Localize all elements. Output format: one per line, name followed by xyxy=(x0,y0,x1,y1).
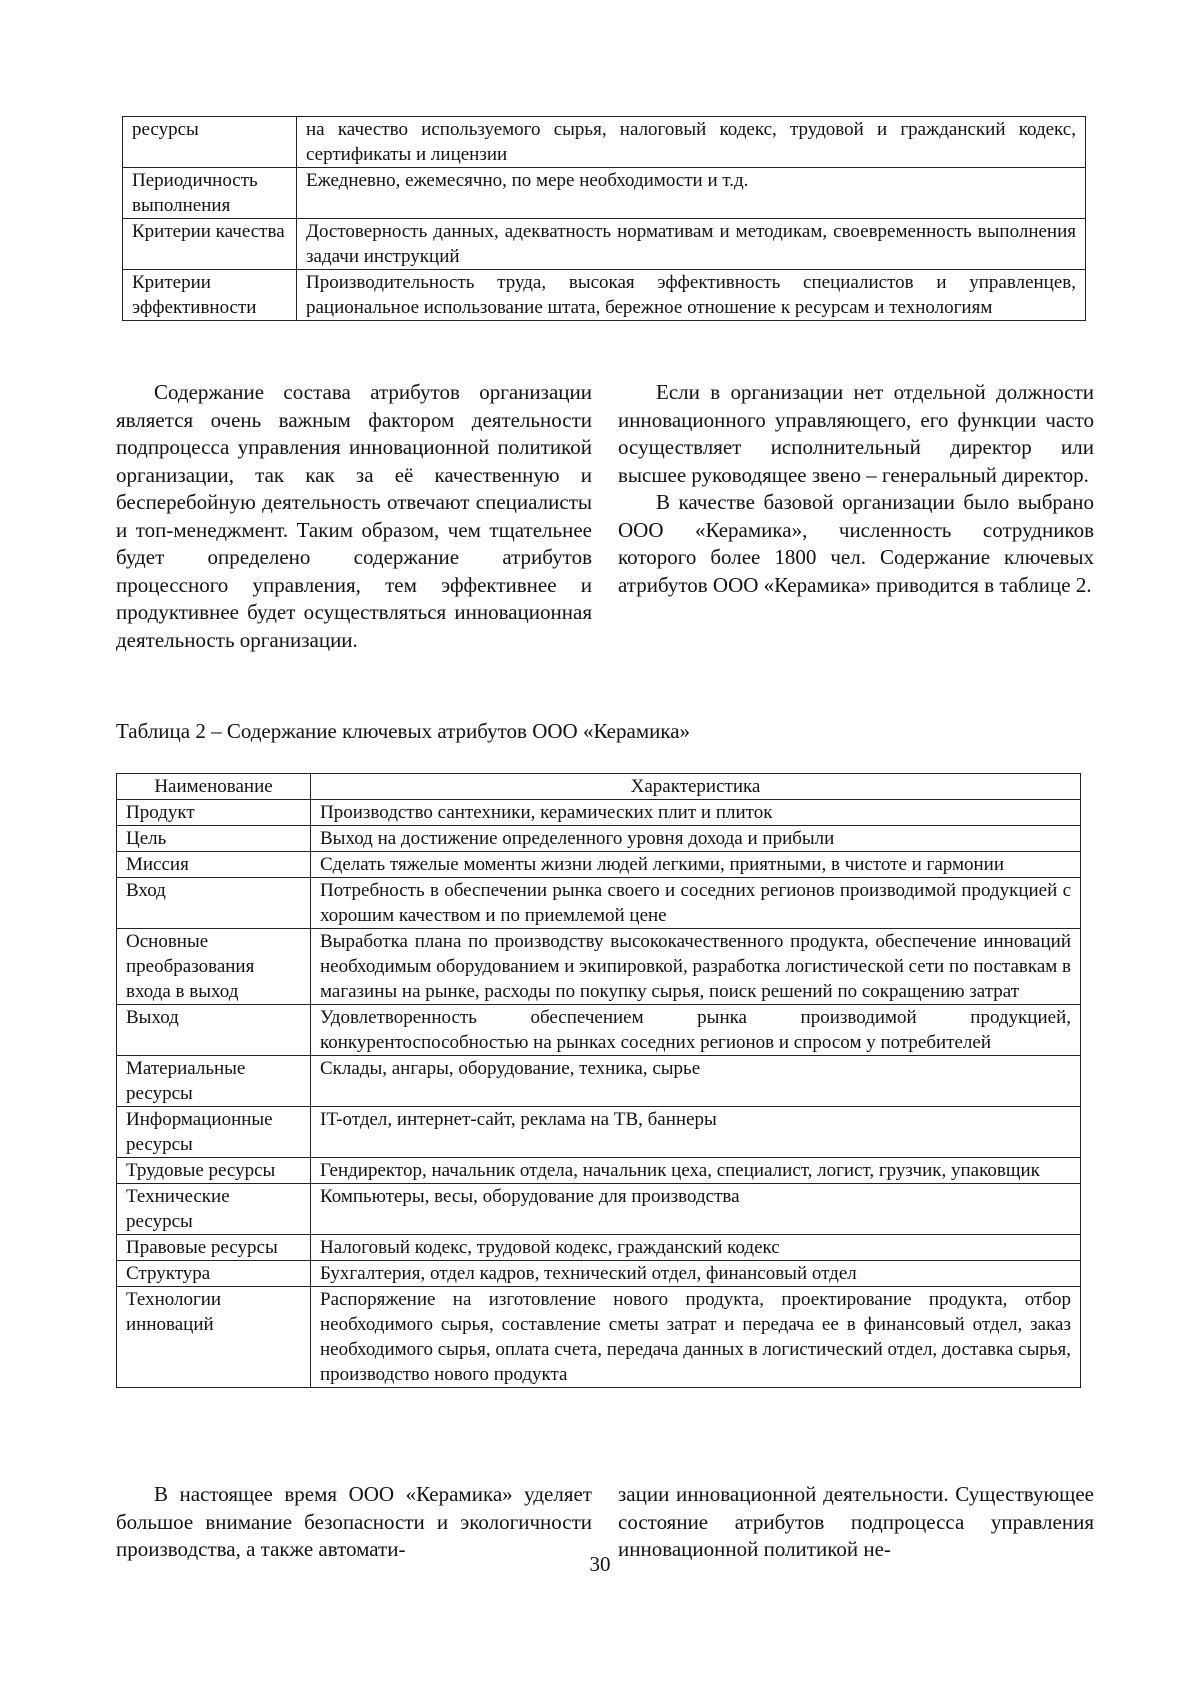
table-row xyxy=(123,219,1086,270)
table-cell-name: Миссия xyxy=(117,852,311,878)
table-row xyxy=(117,1184,1081,1235)
table-cell-value: Компьютеры, весы, оборудование для производства xyxy=(311,1184,1081,1235)
table-row xyxy=(123,270,1086,321)
column-header-value: Характеристика xyxy=(311,774,1081,800)
table-row xyxy=(117,1158,1081,1184)
table-row xyxy=(117,1287,1081,1388)
table-cell-value: Выход на достижение определенного уровня дохода и прибыли xyxy=(311,826,1081,852)
table-cell-name: Периодичность выполнения xyxy=(123,168,297,219)
table-row xyxy=(117,1056,1081,1107)
table-row xyxy=(123,168,1086,219)
table-cell-name: Критерии эффективности xyxy=(123,270,297,321)
table-cell-value: Налоговый кодекс, трудовой кодекс, гражданский кодекс xyxy=(311,1235,1081,1261)
table-cell-value: Потребность в обеспечении рынка своего и соседних регионов производимой продукцией с хорошим качеством и по приемлемой цене xyxy=(311,878,1081,929)
table-cell-value: Сделать тяжелые моменты жизни людей легкими, приятными, в чистоте и гармонии xyxy=(311,852,1081,878)
table-row xyxy=(123,117,1086,168)
table-cell-value: Производство сантехники, керамических плит и плиток xyxy=(311,800,1081,826)
table-cell-value: Производительность труда, высокая эффективность специалистов и управленцев, рациональное использование штата, бережное отношение к ресурсам и технологиям xyxy=(297,270,1086,321)
table-caption: Таблица 2 – Содержание ключевых атрибутов ООО «Керамика» xyxy=(116,719,691,743)
paragraph: Если в организации нет отдельной должности инновационного управляющего, его функции часто осуществляет исполнительный директор или высшее руководящее звено – генеральный директор. xyxy=(618,380,1094,487)
paragraph: Содержание состава атрибутов организации является очень важным фактором деятельности подпроцесса управления инновационной политикой организации, так как за её качественную и бесперебойную деятельность отвечают специалисты и топ-менеджмент. Таким образом, чем тщательнее будет определено содержание атрибутов процессного управления, тем эффективнее и продуктивнее будет осуществляться инновационная деятельность организации. xyxy=(116,380,592,652)
table-row xyxy=(117,1261,1081,1287)
table-header-row xyxy=(117,774,1081,800)
column-header-name: Наименование xyxy=(117,774,311,800)
table-row xyxy=(117,878,1081,929)
table-cell-name: Трудовые ресурсы xyxy=(117,1158,311,1184)
table-cell-name: Технические ресурсы xyxy=(117,1184,311,1235)
table-cell-value: IT-отдел, интернет-сайт, реклама на ТВ, баннеры xyxy=(311,1107,1081,1158)
table-cell-name: Критерии качества xyxy=(123,219,297,270)
paragraph: В настоящее время ООО «Керамика» уделяет большое внимание безопасности и экологичности производства, а также автомати- xyxy=(116,1482,592,1561)
table-cell-name: Материальные ресурсы xyxy=(117,1056,311,1107)
table-cell-value: Гендиректор, начальник отдела, начальник цеха, специалист, логист, грузчик, упаковщик xyxy=(311,1158,1081,1184)
table-cell-name: Цель xyxy=(117,826,311,852)
table-cell-value: Бухгалтерия, отдел кадров, технический отдел, финансовый отдел xyxy=(311,1261,1081,1287)
body-text-left-column xyxy=(116,379,592,654)
table-cell-value: Ежедневно, ежемесячно, по мере необходимости и т.д. xyxy=(297,168,1086,219)
table-cell-value: Распоряжение на изготовление нового продукта, проектирование продукта, отбор необходимого сырья, составление сметы затрат и передача ее в финансовый отдел, заказ необходимого сырья, оплата счета, передача данных в логистический отдел, доставка сырья, производство нового продукта xyxy=(311,1287,1081,1388)
table-row xyxy=(117,929,1081,1005)
body-text-right-column xyxy=(618,379,1094,599)
table-row xyxy=(117,1005,1081,1056)
page-number: 30 xyxy=(589,1552,611,1576)
paragraph: В качестве базовой организации было выбрано ООО «Керамика», численность сотрудников которого более 1800 чел. Содержание ключевых атрибутов ООО «Керамика» приводится в таблице 2. xyxy=(618,490,1094,597)
table-row xyxy=(117,852,1081,878)
table-cell-value: Достоверность данных, адекватность нормативам и методикам, своевременность выполнения задачи инструкций xyxy=(297,219,1086,270)
table-row xyxy=(117,1107,1081,1158)
table-row xyxy=(117,800,1081,826)
table-cell-name: ресурсы xyxy=(123,117,297,168)
table-cell-name: Информационные ресурсы xyxy=(117,1107,311,1158)
table-cell-name: Структура xyxy=(117,1261,311,1287)
table-cell-name: Правовые ресурсы xyxy=(117,1235,311,1261)
table-cell-value: Выработка плана по производству высококачественного продукта, обеспечение инноваций необходимым оборудованием и экипировкой, разработка логистической сети по поставкам в магазины на рынке, расходы по покупку сырья, поиск решений по сокращению затрат xyxy=(311,929,1081,1005)
table-cell-value: Склады, ангары, оборудование, техника, сырье xyxy=(311,1056,1081,1107)
table-cell-value: Удовлетворенность обеспечением рынка производимой продукцией, конкурентоспособностью на рынках соседних регионов и спросом у потребителей xyxy=(311,1005,1081,1056)
table-cell-name: Выход xyxy=(117,1005,311,1056)
table-row xyxy=(117,826,1081,852)
table-cell-value: на качество используемого сырья, налоговый кодекс, трудовой и гражданский кодекс, сертификаты и лицензии xyxy=(297,117,1086,168)
table-cell-name: Основные преобразования входа в выход xyxy=(117,929,311,1005)
table-cell-name: Вход xyxy=(117,878,311,929)
table-row xyxy=(117,1235,1081,1261)
table-cell-name: Продукт xyxy=(117,800,311,826)
table-cell-name: Технологии инноваций xyxy=(117,1287,311,1388)
key-attributes-table xyxy=(116,773,1081,1388)
attributes-table-continued xyxy=(122,116,1086,321)
paragraph: зации инновационной деятельности. Существующее состояние атрибутов подпроцесса управления инновационной политикой не- xyxy=(618,1482,1094,1561)
